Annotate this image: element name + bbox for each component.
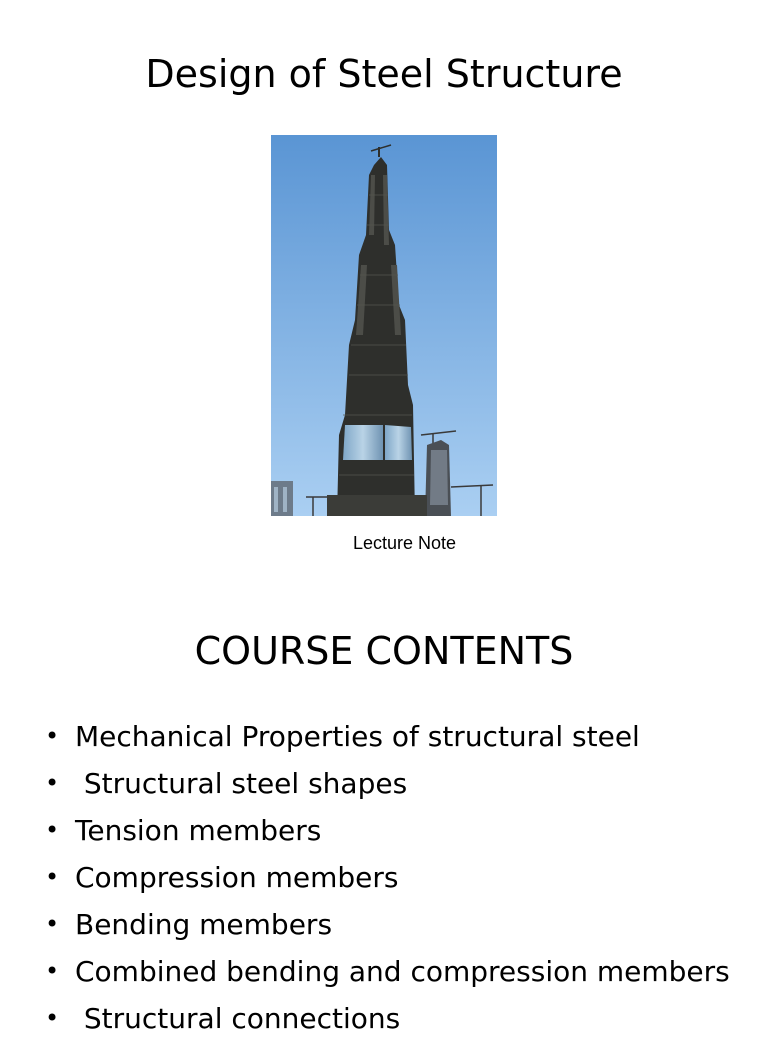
bullet-icon: •: [45, 722, 60, 750]
list-item-label: Structural steel shapes: [75, 767, 408, 800]
list-item-label: Mechanical Properties of structural steel: [75, 720, 640, 753]
tower-base: [327, 495, 427, 516]
bullet-icon: •: [45, 910, 60, 938]
course-contents-heading: COURSE CONTENTS: [194, 629, 574, 673]
list-item-label: Tension members: [75, 814, 322, 847]
slide-title: Design of Steel Structure: [145, 52, 623, 96]
list-item-label: Compression members: [75, 861, 399, 894]
bullet-icon: •: [45, 816, 60, 844]
bullet-icon: •: [45, 863, 60, 891]
list-item-label: Bending members: [75, 908, 333, 941]
skyscraper-illustration: [271, 135, 497, 516]
bullet-icon: •: [45, 957, 60, 985]
list-item-label: Combined bending and compression members: [75, 955, 730, 988]
photo-caption: Lecture Note: [353, 533, 457, 553]
list-item-label: Structural connections: [75, 1002, 401, 1035]
bullet-icon: •: [45, 769, 60, 797]
glass-facade: [343, 425, 383, 460]
skyscraper-photo: [271, 135, 497, 516]
bullet-icon: •: [45, 1004, 60, 1032]
